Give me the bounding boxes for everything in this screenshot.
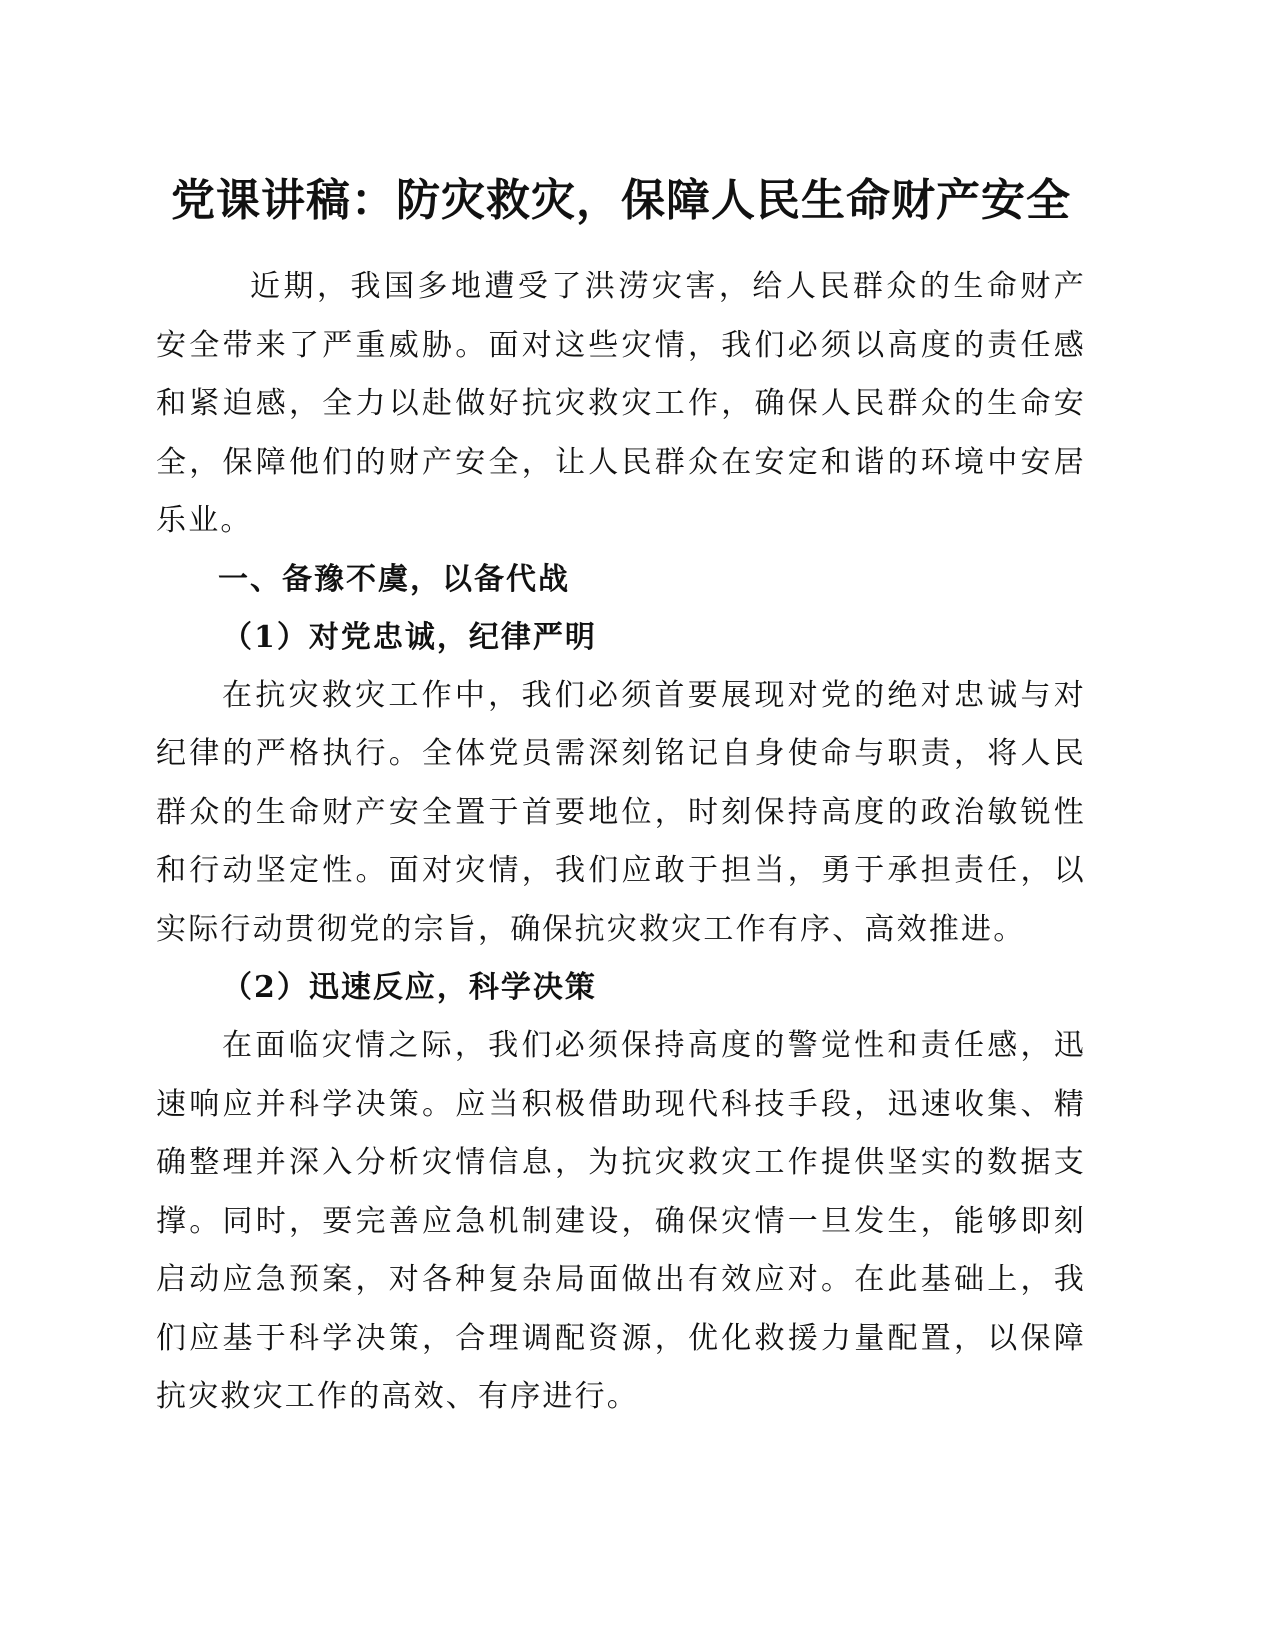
subsection-paragraph-2: 在面临灾情之际，我们必须保持高度的警觉性和责任感，迅速响应并科学决策。应当积极借助现代科技手段，迅速收集、精确整理并深入分析灾情信息，为抗灾救灾工作提供坚实的数据支撑。同时，要完善应急机制建设，确保灾情一旦发生，能够即刻启动应急预案，对各种复杂局面做出有效应对。在此基础上，我们应基于科学决策，合理调配资源，优化救援力量配置，以保障抗灾救灾工作的高效、有序进行。 [156, 1028, 1086, 1414]
subsection-paragraph-1: 在抗灾救灾工作中，我们必须首要展现对党的绝对忠诚与对纪律的严格执行。全体党员需深刻铭记自身使命与职责，将人民群众的生命财产安全置于首要地位，时刻保持高度的政治敏锐性和行动坚定性。面对灾情，我们应敢于担当，勇于承担责任，以实际行动贯彻党的宗旨，确保抗灾救灾工作有序、高效推进。 [156, 677, 1086, 947]
subsection-heading-1: （1）对党忠诚，纪律严明 [222, 619, 597, 655]
subsection-heading-2: （2）迅速反应，科学决策 [222, 970, 597, 1005]
document-title: 党课讲稿：防灾救灾，保障人民生命财产安全 [171, 175, 1071, 226]
document-content [156, 168, 1086, 1427]
section-heading-1: 一、备豫不虞，以备代战 [218, 561, 570, 597]
intro-paragraph: 近期，我国多地遭受了洪涝灾害，给人民群众的生命财产安全带来了严重威胁。面对这些灾情，我们必须以高度的责任感和紧迫感，全力以赴做好抗灾救灾工作，确保人民群众的生命安全，保障他们的财产安全，让人民群众在安定和谐的环境中安居乐业。 [156, 269, 1086, 538]
